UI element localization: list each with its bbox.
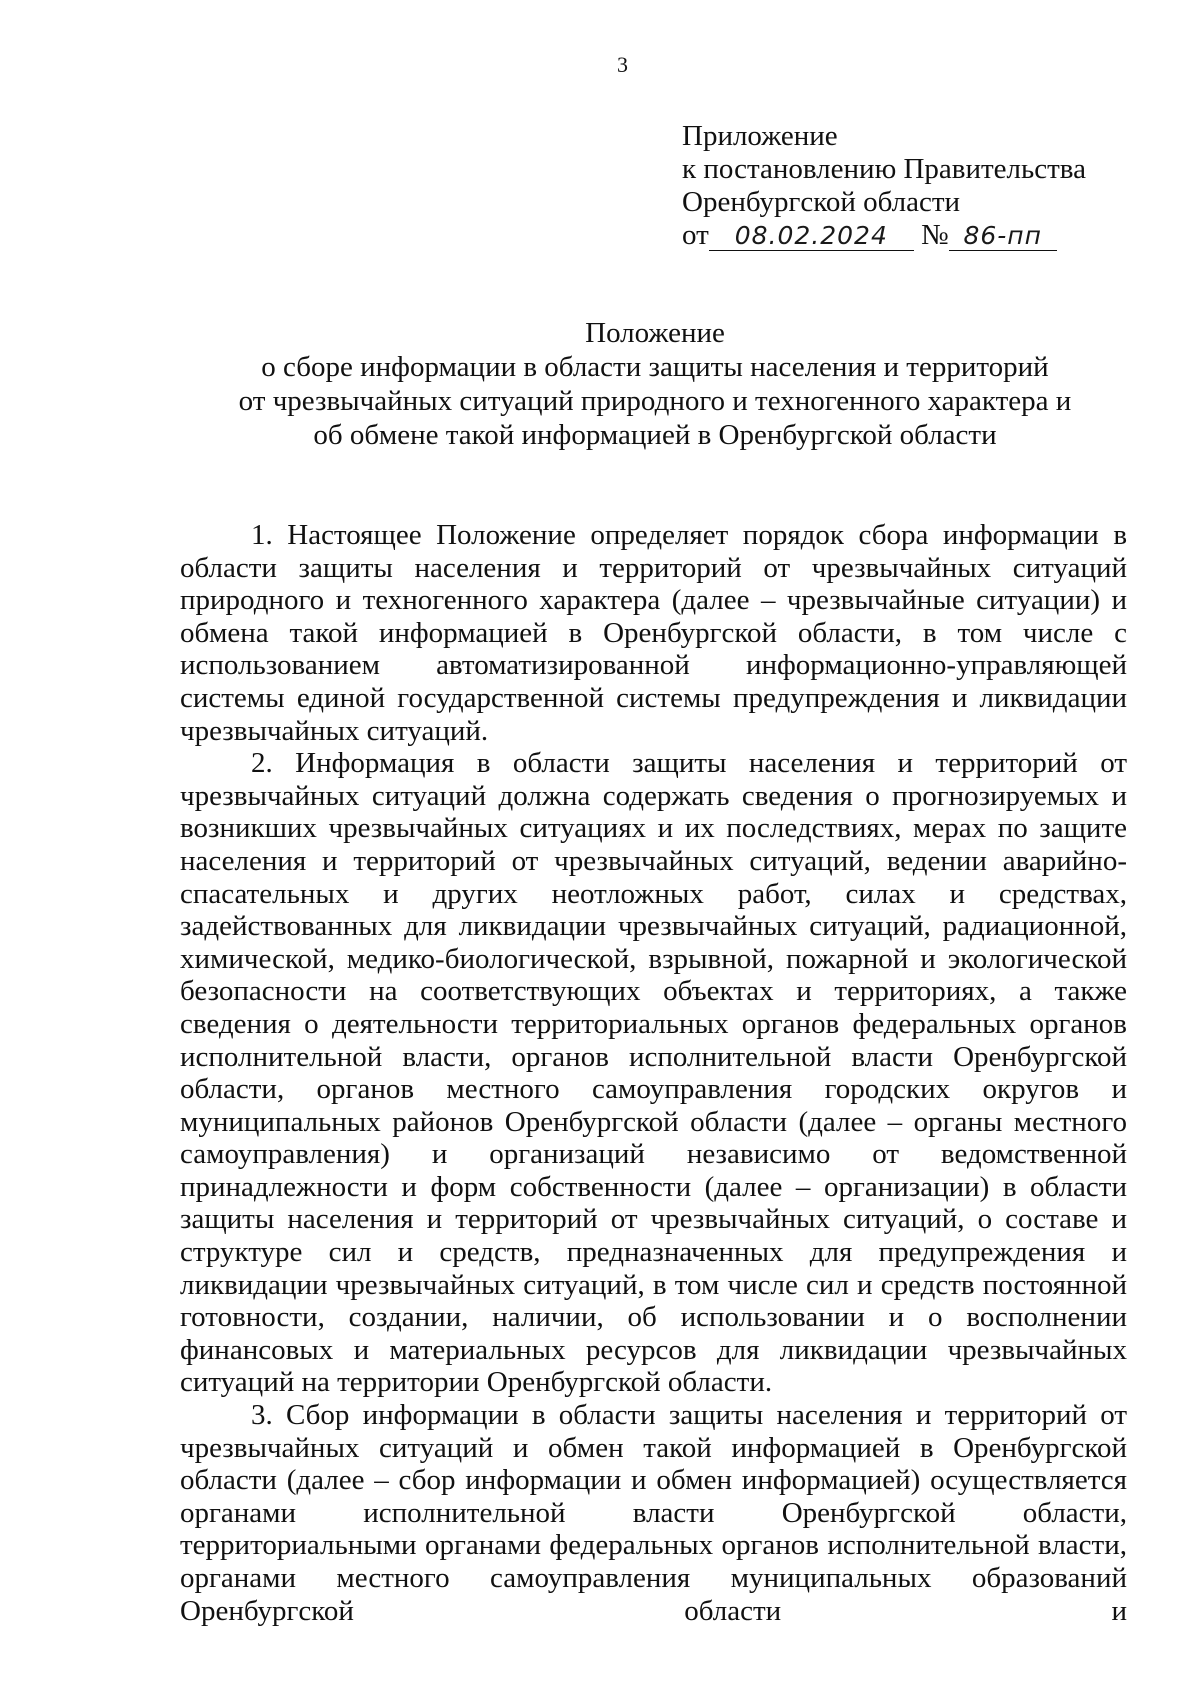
paragraph-number: 1. bbox=[251, 519, 273, 551]
paragraph-text: Информация в области защиты населения и территорий от чрезвычайных ситуаций должна содержать сведения о прогнозируемых и возникших чрезвычайных ситуациях и их последствиях, мерах по защите населения и территорий от чрезвычайных ситуаций, ведении аварийно-спасательных и других неотложных работ, силах и средствах, задействованных для ликвидации чрезвычайных ситуаций, радиационной, химической, медико-биологической, взрывной, пожарной и экологической безопасности на соответствующих объектах и территориях, а также сведения о деятельности территориальных органов федеральных органов исполнительной власти, органов исполнительной власти Оренбургской области, органов местного самоуправления городских округов и муниципальных районов Оренбургской области (далее – органы местного самоуправления) и организаций независимо от ведомственной принадлежности и форм собственности (далее – организации) в области защиты населения и территорий от чрезвычайных ситуаций, о составе и структуре сил и средств, предназначенных для предупреждения и ликвидации чрезвычайных ситуаций, в том числе сил и средств постоянной готовности, создании, наличии, об использовании и о восполнении финансовых и материальных ресурсов для ликвидации чрезвычайных ситуаций на территории Оренбургской области. bbox=[180, 747, 1128, 1399]
document-title bbox=[180, 316, 1130, 452]
paragraph-number: 2. bbox=[251, 747, 273, 780]
paragraph-3 bbox=[180, 1399, 1127, 1627]
appendix-region-line: Оренбургской области bbox=[682, 186, 961, 218]
title-line-4: об обмене такой информацией в Оренбургской области bbox=[313, 419, 997, 451]
title-line-2: о сборе информации в области защиты населения и территорий bbox=[261, 351, 1049, 383]
title-line-3: от чрезвычайных ситуаций природного и техногенного характера и bbox=[238, 385, 1072, 417]
handwritten-date: 08.02.2024 bbox=[709, 222, 914, 251]
appendix-date-number-line bbox=[682, 219, 1182, 252]
date-prefix: от bbox=[682, 219, 709, 251]
paragraph-2 bbox=[180, 747, 1127, 1399]
title-line-1: Положение bbox=[585, 317, 725, 349]
paragraph-1 bbox=[180, 519, 1127, 747]
appendix-header bbox=[682, 120, 1182, 252]
number-prefix: № bbox=[921, 219, 949, 251]
appendix-label: Приложение bbox=[682, 120, 838, 152]
document-body bbox=[180, 519, 1127, 1627]
paragraph-text: Настоящее Положение определяет порядок сбора информации в области защиты населения и территорий от чрезвычайных ситуаций природного и техногенного характера (далее – чрезвычайные ситуации) и обмена такой информацией в Оренбургской области, в том числе с использованием автоматизированной информационно-управляющей системы единой государственной системы предупреждения и ликвидации чрезвычайных ситуаций. bbox=[180, 519, 1128, 747]
handwritten-number: 86-пп bbox=[949, 222, 1057, 251]
paragraph-number: 3. bbox=[251, 1399, 273, 1432]
paragraph-text: Сбор информации в области защиты населения и территорий от чрезвычайных ситуаций и обмен такой информацией в Оренбургской области (далее – сбор информации и обмен информацией) осуществляется органами исполнительной власти Оренбургской области, территориальными органами федеральных органов исполнительной власти, органами местного самоуправления муниципальных образований Оренбургской области и bbox=[180, 1399, 1127, 1627]
page-number: 3 bbox=[617, 52, 628, 77]
appendix-resolution-line: к постановлению Правительства bbox=[682, 153, 1086, 185]
